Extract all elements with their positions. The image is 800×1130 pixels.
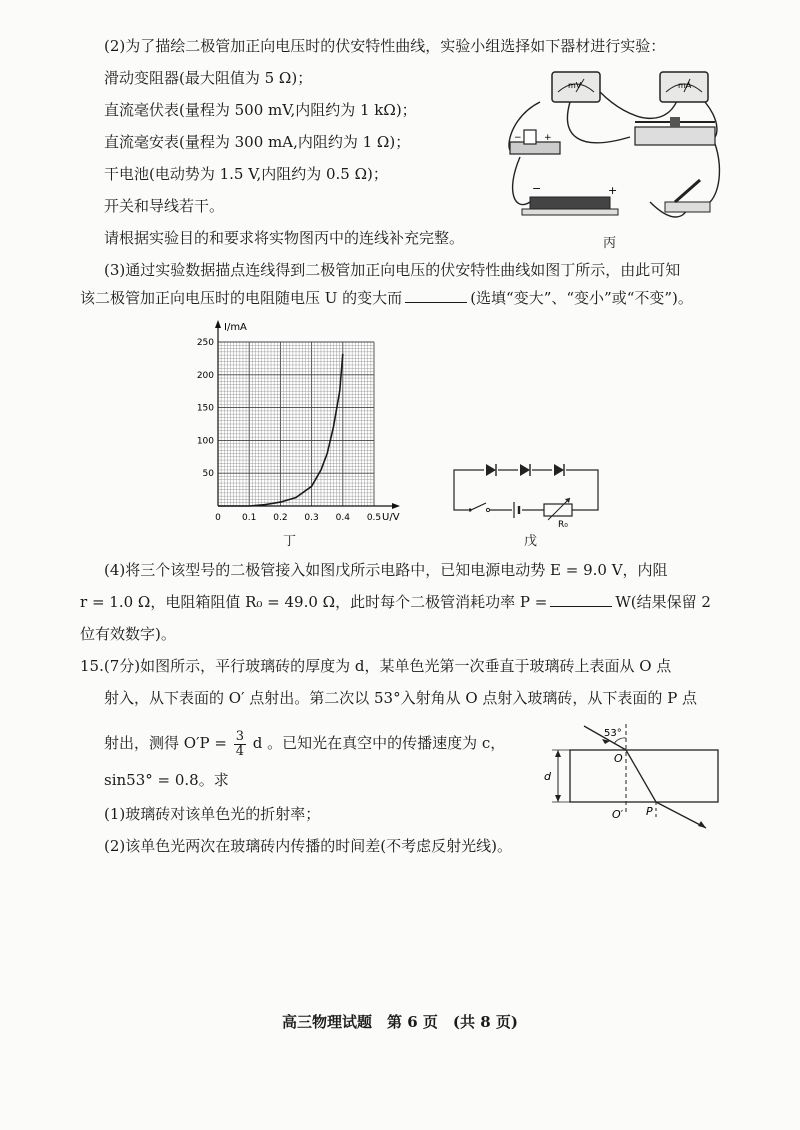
figure-bing-circuit (500, 62, 730, 232)
equipment-item: 直流毫伏表(量程为 500 mV,内阻约为 1 kΩ)； (104, 101, 417, 119)
equipment-item: 干电池(电动势为 1.5 V,内阻约为 0.5 Ω)； (104, 165, 388, 183)
x-tick-label: 0 (215, 513, 221, 523)
y-tick-label: 100 (196, 436, 214, 447)
chart-grid (218, 342, 374, 506)
q14-part4-text-a: r = 1.0 Ω，电阻箱阻值 R₀ = 49.0 Ω，此时每个二极管消耗功率 P = (80, 593, 548, 611)
q14-part3-line1: (3)通过实验数据描点连线得到二极管加正向电压的伏安特性曲线如图丁所示，由此可知 (104, 261, 681, 279)
q14-part2-intro: (2)为了描绘二极管加正向电压时的伏安特性曲线，实验小组选择如下器材进行实验： (104, 37, 666, 55)
q15-line3-text-b: d 。已知光在真空中的传播速度为 c， (252, 734, 506, 752)
q14-part4-text-b: W(结果保留 2 (615, 593, 711, 611)
q15-sub1: (1)玻璃砖对该单色光的折射率； (104, 805, 321, 823)
x-tick-label: 0.4 (335, 513, 350, 523)
diode-icon (552, 464, 566, 476)
fraction-three-quarters (234, 730, 246, 759)
diode-icon (518, 464, 532, 476)
figure-glass-slab (540, 718, 730, 838)
r0-label: R₀ (558, 520, 568, 528)
answer-blank (405, 288, 467, 303)
q14-part3-text-b: (选填“变大”、“变小”或“不变”)。 (470, 289, 693, 307)
y-axis-arrow (215, 320, 221, 328)
y-tick-label: 50 (202, 469, 214, 480)
answer-blank (550, 592, 612, 607)
thickness-label: d (544, 770, 551, 783)
angle-label: 53° (604, 728, 622, 739)
switch-icon (468, 503, 490, 516)
glass-slab (570, 750, 718, 802)
fraction-numerator: 3 (235, 728, 244, 744)
svg-text:−: − (532, 182, 542, 195)
point-o-prime-label: O′ (612, 808, 624, 821)
q15-line4: sin53° = 0.8。求 (104, 771, 229, 789)
x-tick-label: 0.1 (242, 513, 257, 523)
chart-xlabel: U/V (382, 512, 400, 523)
q15-sub2: (2)该单色光两次在玻璃砖内传播的时间差(不考虑反射光线)。 (104, 837, 512, 855)
q15-line2: 射入，从下表面的 O′ 点射出。第二次以 53°入射角从 O 点射入玻璃砖，从下表面的 P 点 (104, 689, 698, 707)
svg-text:+: + (608, 184, 618, 197)
q14-part3-line2 (80, 288, 693, 308)
y-tick-label: 250 (196, 338, 214, 348)
diode-icon (484, 464, 498, 476)
x-tick-label: 0.5 (366, 513, 382, 523)
q15-line3 (104, 726, 505, 760)
q15-line1: 15.(7分)如图所示，平行玻璃砖的厚度为 d，某单色光第一次垂直于玻璃砖上表面从 O 点 (80, 657, 672, 675)
fraction-denominator: 4 (235, 743, 244, 759)
q14-part4-line1: (4)将三个该型号的二极管接入如图戊所示电路中，已知电源电动势 E = 9.0 V，内阻 (104, 561, 668, 579)
refracted-ray (626, 750, 656, 802)
figure-wu-circuit (448, 458, 608, 528)
battery-icon (530, 197, 610, 209)
milliammeter-label: mA (678, 81, 692, 90)
equipment-item: 开关和导线若干。 (104, 197, 225, 215)
page-footer: 高三物理试题 第 6 页 (共 8 页) (282, 1013, 518, 1031)
figure-ding-chart (180, 318, 420, 530)
y-tick-label: 200 (196, 370, 214, 381)
figure-bing-label: 丙 (603, 236, 617, 251)
emergent-ray (656, 802, 706, 828)
q14-part2-task: 请根据实验目的和要求将实物图丙中的连线补充完整。 (104, 229, 465, 247)
q14-part4-line3: 位有效数字)。 (80, 625, 176, 643)
switch-icon (665, 202, 710, 212)
q15-line3-text-a: 射出，测得 O′P = (104, 734, 227, 752)
x-tick-label: 0.3 (304, 513, 319, 523)
svg-text:−: − (514, 133, 522, 143)
millivoltmeter-label: mV (568, 81, 582, 90)
x-axis-arrow (392, 503, 400, 509)
q14-part4-line2 (80, 592, 711, 612)
equipment-item: 直流毫安表(量程为 300 mA,内阻约为 1 Ω)； (104, 133, 411, 151)
chart-ylabel: I/mA (224, 322, 247, 333)
x-tick-label: 0.2 (273, 513, 288, 523)
q14-part3-text-a: 该二极管加正向电压时的电阻随电压 U 的变大而 (80, 289, 403, 307)
figure-ding-label: 丁 (283, 534, 297, 549)
svg-text:+: + (544, 133, 552, 143)
battery-icon (512, 502, 522, 518)
point-p-label: P (646, 805, 653, 818)
figure-wu-label: 戊 (524, 534, 538, 549)
y-tick-label: 150 (196, 403, 214, 414)
resistance-box-icon (544, 498, 572, 520)
equipment-item: 滑动变阻器(最大阻值为 5 Ω)； (104, 69, 313, 87)
rheostat-icon (635, 127, 715, 145)
point-o-label: O (614, 752, 623, 765)
